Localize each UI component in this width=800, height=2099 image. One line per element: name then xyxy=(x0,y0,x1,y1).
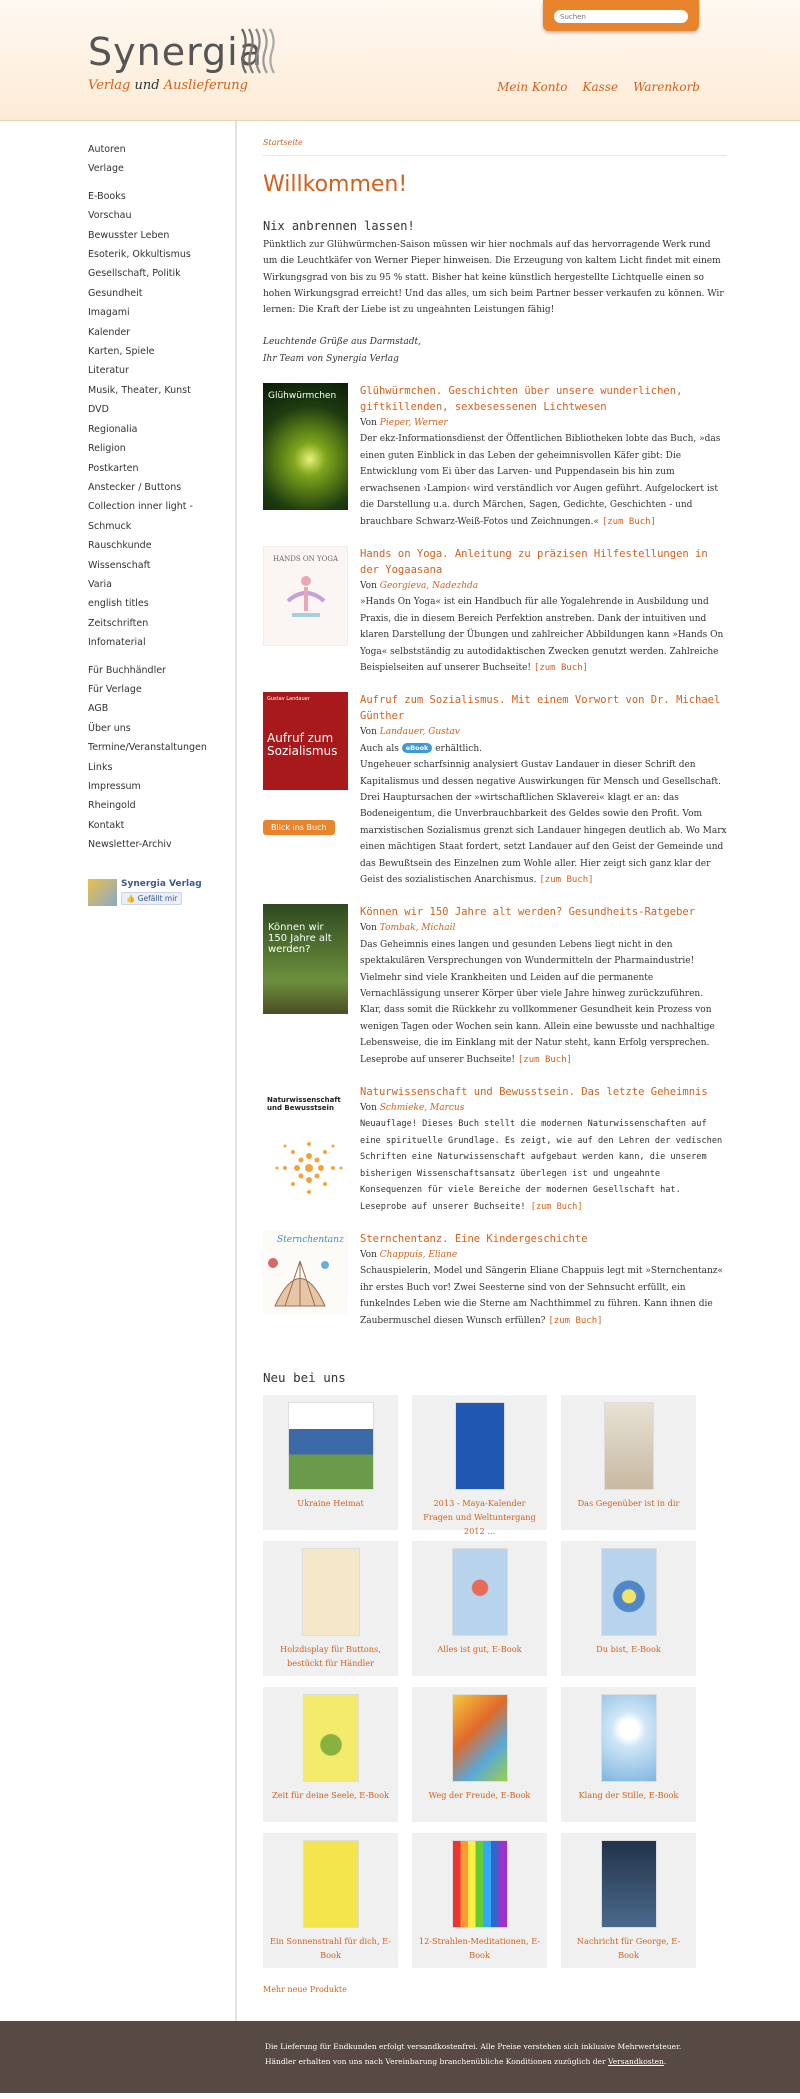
sidebar-item-zeitschriften[interactable]: Zeitschriften xyxy=(88,617,149,629)
sidebar-group-categories xyxy=(88,187,235,653)
facebook-avatar[interactable] xyxy=(88,879,117,906)
book-title[interactable]: Hands on Yoga. Anleitung zu präzisen Hilfestellungen in der Yogaasana xyxy=(360,547,708,576)
book-item xyxy=(263,383,727,530)
zum-buch-link[interactable]: [zum Buch] xyxy=(548,1315,603,1326)
sidebar-item-gesundheit[interactable]: Gesundheit xyxy=(88,287,143,299)
cover-title: Naturwissenschaft und Bewusstsein xyxy=(267,1096,341,1113)
cover-author: Gustav Landauer xyxy=(267,696,310,703)
sidebar-item-infomaterial[interactable]: Infomaterial xyxy=(88,637,146,649)
search-bar xyxy=(543,0,699,31)
product-thumbnail[interactable] xyxy=(455,1402,505,1490)
zum-buch-link[interactable]: [zum Buch] xyxy=(539,875,594,886)
sidebar-item-autoren[interactable]: Autoren xyxy=(88,144,126,155)
nav-kasse[interactable]: Kasse xyxy=(582,80,619,94)
product-card[interactable] xyxy=(412,1687,547,1822)
book-description: »Hands On Yoga« ist ein Handbuch für alle Yogalehrende in Ausbildung und Praxis, die in diesem Bereich Perfektion anstreben. Dank der intuitiven und klaren Darstellung der Übungen und zahlreicher Abbildungen kann »Hands On Yoga« selbstständig zu autodidaktischen Zwecken genutzt werden. Zahlreiche Beispielseiten auf unserer Buchseite! [zum Buch] xyxy=(360,597,724,673)
book-title[interactable]: Sternchentanz. Eine Kindergeschichte xyxy=(360,1232,588,1245)
site-footer xyxy=(0,2021,800,2093)
facebook-like-button[interactable]: 👍 Gefällt mir xyxy=(121,892,182,905)
product-title[interactable]: Ukraine Heimat xyxy=(297,1497,364,1508)
sidebar-item-links[interactable]: Links xyxy=(88,761,113,773)
book-cover[interactable] xyxy=(263,383,348,510)
sidebar-item-wissenschaft[interactable]: Wissenschaft xyxy=(88,559,151,571)
main-content xyxy=(263,121,727,2021)
sidebar-item-agb[interactable]: AGB xyxy=(88,703,109,715)
product-thumbnail[interactable] xyxy=(452,1694,508,1782)
sidebar-item-termine-veranstaltungen[interactable]: Termine/Veranstaltungen xyxy=(88,742,207,754)
product-card[interactable] xyxy=(561,1833,696,1968)
sidebar-item-musik-theater-kunst[interactable]: Musik, Theater, Kunst xyxy=(88,384,191,396)
author-link[interactable]: Tombak, Michail xyxy=(379,923,456,934)
product-card[interactable] xyxy=(412,1833,547,1968)
sidebar-item-postkarten[interactable]: Postkarten xyxy=(88,462,139,474)
product-thumbnail[interactable] xyxy=(452,1548,508,1636)
cover-title: Glühwürmchen xyxy=(268,391,337,402)
page-title: Willkommen! xyxy=(263,172,408,197)
yoga-figure-icon xyxy=(278,571,334,631)
book-title[interactable]: Aufruf zum Sozialismus. Mit einem Vorwort von Dr. Michael Günther xyxy=(360,694,721,723)
product-card[interactable] xyxy=(263,1687,398,1822)
sidebar-group-info xyxy=(88,661,235,855)
sidebar-item-literatur[interactable]: Literatur xyxy=(88,365,129,377)
product-card[interactable] xyxy=(412,1541,547,1676)
sidebar-item-rheingold[interactable]: Rheingold xyxy=(88,800,136,812)
intro-heading: Nix anbrennen lassen! xyxy=(263,219,415,233)
product-thumbnail[interactable] xyxy=(601,1840,657,1928)
book-cover[interactable] xyxy=(263,1231,348,1315)
book-author: Von Pieper, Werner xyxy=(360,418,448,429)
book-cover[interactable] xyxy=(263,546,348,646)
product-card[interactable] xyxy=(561,1541,696,1676)
sidebar-item-newsletter-archiv[interactable]: Newsletter-Archiv xyxy=(88,839,172,851)
sidebar-item-regionalia[interactable]: Regionalia xyxy=(88,423,138,435)
author-link[interactable]: Landauer, Gustav xyxy=(379,727,460,738)
product-thumbnail[interactable] xyxy=(302,1548,360,1636)
sidebar-item-gesellschaft-politik[interactable]: Gesellschaft, Politik xyxy=(88,268,181,280)
author-link[interactable]: Schmieke, Marcus xyxy=(379,1103,465,1114)
book-author: Von Georgieva, Nadezhda xyxy=(360,580,479,591)
product-thumbnail[interactable] xyxy=(288,1402,374,1490)
sidebar-item-varia[interactable]: Varia xyxy=(88,578,112,590)
product-title[interactable]: Nachricht für George, E-Book xyxy=(576,1935,681,1960)
facebook-page-name[interactable]: Synergia Verlag xyxy=(121,878,202,889)
blick-ins-buch-button[interactable]: Blick ins Buch xyxy=(263,820,335,835)
product-title[interactable]: Ein Sonnenstrahl für dich, E-Book xyxy=(269,1935,392,1960)
sidebar-item-rauschkunde[interactable]: Rauschkunde xyxy=(88,540,152,552)
nav-warenkorb[interactable]: Warenkorb xyxy=(633,80,700,94)
logo-text: Synergia xyxy=(88,30,263,74)
sidebar-item-esoterik-okkultismus[interactable]: Esoterik, Okkultismus xyxy=(88,249,191,261)
tagline: Verlag und Auslieferung xyxy=(88,78,248,93)
shell-illustration-icon xyxy=(265,1251,335,1311)
product-title[interactable]: Alles ist gut, E-Book xyxy=(437,1643,522,1654)
logo-swirl-icon xyxy=(238,27,278,75)
search-input[interactable] xyxy=(554,10,688,23)
book-description: Der ekz-Informationsdienst der Öffentlichen Bibliotheken lobte das Buch, »das einen guten Einblick in das Leben der geheimnisvollen Käfer gibt: Die Entwicklung vom Ei über das Larven- und Puppendasein bis hin zum erwachsenen ›Lampion‹ wird verständlich vor Augen geführt. Aufgelockert ist die Darstellung u.a. durch Märchen, Sagen, Gedichte, Geschichten - und brauchbare Schwarz-Weiß-Fotos und Zeichnungen.« [zum Buch] xyxy=(360,434,721,527)
product-title[interactable]: Du bist, E-Book xyxy=(596,1643,661,1654)
sidebar-item-imagami[interactable]: Imagami xyxy=(88,307,130,319)
product-title[interactable]: Weg der Freude, E-Book xyxy=(428,1789,531,1800)
book-cover[interactable] xyxy=(263,904,348,1032)
sidebar-item-vorschau[interactable]: Vorschau xyxy=(88,210,132,222)
product-card[interactable] xyxy=(263,1833,398,1968)
ebook-note: Auch als eBook erhältlich. xyxy=(360,743,482,754)
nav-mein-konto[interactable]: Mein Konto xyxy=(497,80,568,94)
sidebar-item-karten-spiele[interactable]: Karten, Spiele xyxy=(88,346,155,358)
breadcrumb[interactable]: Startseite xyxy=(263,138,727,156)
zum-buch-link[interactable]: [zum Buch] xyxy=(533,662,589,673)
site-header xyxy=(0,0,800,121)
zum-buch-link[interactable]: [zum Buch] xyxy=(601,516,657,527)
product-title[interactable]: 12-Strahlen-Meditationen, E-Book xyxy=(418,1935,541,1960)
book-title[interactable]: Können wir 150 Jahre alt werden? Gesundheits-Ratgeber xyxy=(360,906,696,919)
footer-dealer-text: Händler erhalten von uns nach Vereinbarung branchenübliche Konditionen zuzüglich der Versandkosten. xyxy=(265,2057,667,2066)
product-card[interactable] xyxy=(561,1687,696,1822)
product-card[interactable] xyxy=(263,1395,398,1530)
cover-title: Können wir 150 Jahre alt werden? xyxy=(268,922,332,956)
product-card[interactable] xyxy=(412,1395,547,1536)
product-thumbnail[interactable] xyxy=(601,1548,657,1636)
book-author: Von Chappuis, Eliane xyxy=(360,1249,458,1260)
book-author: Von Tombak, Michail xyxy=(360,923,456,934)
cover-title: Aufruf zum Sozialismus xyxy=(267,731,338,759)
book-description: Schauspielerin, Model und Sängerin Eliane Chappuis legt mit »Sternchentanz« ihr erstes Buch vor! Zwei Seesterne sind von der Sehnsucht erfüllt, ein funkelndes Leben wie die Sterne am Nachthimmel zu führen. Kann ihnen die Zaubermuschel diesen Wunsch erfüllen? [zum Buch] xyxy=(360,1266,724,1326)
sidebar-item-e-books[interactable]: E-Books xyxy=(88,190,126,202)
product-title[interactable]: 2013 - Maya-Kalender Fragen und Weltuntergang 2012 ... xyxy=(423,1497,536,1536)
sidebar-item-für-verlage[interactable]: Für Verlage xyxy=(88,683,142,695)
new-products-heading: Neu bei uns xyxy=(263,1369,346,1385)
author-link[interactable]: Chappuis, Eliane xyxy=(379,1249,458,1260)
author-link[interactable]: Georgieva, Nadezhda xyxy=(379,580,479,591)
sidebar-item-impressum[interactable]: Impressum xyxy=(88,781,141,792)
sidebar-item-collection-inner-light-schmuck[interactable]: Collection inner light - Schmuck xyxy=(88,501,193,532)
sidebar-item-english-titles[interactable]: english titles xyxy=(88,598,149,610)
book-author: Von Landauer, Gustav xyxy=(360,727,460,738)
cover-title: Sternchentanz xyxy=(277,1234,344,1245)
book-item xyxy=(263,1084,727,1215)
footer-shipping-text: Die Lieferung für Endkunden erfolgt versandkostenfrei. Alle Preise verstehen sich inklusive Mehrwertsteuer. xyxy=(265,2042,682,2051)
product-thumbnail[interactable] xyxy=(303,1840,359,1928)
product-title[interactable]: Das Gegenüber ist in dir xyxy=(577,1497,680,1508)
greeting: Leuchtende Grüße aus Darmstadt, Ihr Team von Synergia Verlag xyxy=(263,337,422,364)
book-cover[interactable] xyxy=(263,692,348,810)
book-description: Ungeheuer scharfsinnig analysiert Gustav Landauer in dieser Schrift den Kapitalismus und dessen negative Auswirkungen für Mensch und Gesellschaft. Drei Hauptursachen der »wirtschaftlichen Sklaverei« klagt er an: das Bodeneigentum, die Unverbrauchbarkeit des Geldes sowie den Profit. Vom marxistischen Sozialismus grenzt sich Landauer hingegen deutlich ab. Wo Marx einen mächtigen Staat fordert, setzt Landauer auf den Geist der Gemeinde und das Bewußtsein des Einzelnen zum Wohle aller. Hier zeigt sich ganz klar der Geist des sozialistischen Anarchismus. [zum Buch] xyxy=(360,760,727,886)
cover-title: HANDS ON YOGA xyxy=(272,554,338,563)
book-title[interactable]: Glühwürmchen. Geschichten über unsere wunderlichen, giftkillenden, sexbesessenen Lichtwesen xyxy=(360,385,683,414)
product-title[interactable]: Zeit für deine Seele, E-Book xyxy=(272,1789,389,1800)
product-thumbnail[interactable] xyxy=(452,1840,508,1928)
zum-buch-link[interactable]: [zum Buch] xyxy=(517,1054,573,1065)
book-cover[interactable] xyxy=(263,1084,348,1204)
sidebar-item-anstecker-buttons[interactable]: Anstecker / Buttons xyxy=(88,481,182,493)
book-description: Das Geheimnis eines langen und gesunden Lebens liegt nicht in den spektakulären Versprechungen von Wundermitteln der Pharmaindustrie! Vielmehr sind viele Krankheiten und Leiden auf die permanente Vernachlässigung unserer Körper über viele Jahre hinweg zurückzuführen. Klar, dass somit die Rückkehr zu vollkommener Gesundheit kein Prozess von wenigen Tagen oder Wochen sein kann. Allein eine bewusste und nachhaltige Lebensweise, die im Einklang mit der Natur steht, kann Erfolg versprechen. Leseprobe auf unserer Buchseite! [zum Buch] xyxy=(360,939,715,1065)
versandkosten-link[interactable]: Versandkosten xyxy=(607,2057,664,2066)
sidebar-item-über-uns[interactable]: Über uns xyxy=(88,722,131,734)
sidebar-item-kontakt[interactable]: Kontakt xyxy=(88,819,125,831)
sidebar-item-kalender[interactable]: Kalender xyxy=(88,326,131,338)
zum-buch-link[interactable]: [zum Buch] xyxy=(530,1201,583,1212)
book-item xyxy=(263,546,727,676)
new-products-grid xyxy=(263,1395,727,1968)
book-item xyxy=(263,1231,727,1329)
product-title[interactable]: Holzdisplay für Buttons, bestückt für Händler xyxy=(280,1643,381,1668)
book-title[interactable]: Naturwissenschaft und Bewusstsein. Das letzte Geheimnis xyxy=(360,1086,708,1099)
more-products-link[interactable]: Mehr neue Produkte xyxy=(263,1984,347,1994)
product-thumbnail[interactable] xyxy=(601,1694,657,1782)
sidebar-item-dvd[interactable]: DVD xyxy=(88,404,109,416)
sidebar-item-bewusster-leben[interactable]: Bewusster Leben xyxy=(88,229,170,241)
book-item xyxy=(263,904,727,1068)
sidebar xyxy=(0,121,237,2021)
sidebar-item-verlage[interactable]: Verlage xyxy=(88,163,124,175)
logo[interactable] xyxy=(88,30,263,93)
book-author: Von Schmieke, Marcus xyxy=(360,1103,465,1114)
ebook-badge[interactable]: eBook xyxy=(402,743,433,753)
sidebar-item-religion[interactable]: Religion xyxy=(88,443,126,455)
sidebar-group-authors xyxy=(88,140,235,179)
book-item xyxy=(263,692,727,888)
author-link[interactable]: Pieper, Werner xyxy=(379,418,448,429)
product-title[interactable]: Klang der Stille, E-Book xyxy=(578,1789,679,1800)
sidebar-item-für-buchhändler[interactable]: Für Buchhändler xyxy=(88,664,166,676)
product-card[interactable] xyxy=(561,1395,696,1530)
intro-text: Pünktlich zur Glühwürmchen-Saison müssen wir hier nochmals auf das hervorragende Werk rund um die Leuchtkäfer von Werner Pieper hinweisen. Die Erzeugung von kaltem Licht findet mit einem Wirkungsgrad von bis zu 95 % statt. Bisher hat keine künstlich hergestellte Lichtquelle einen so hohen Wirkungsgrad erreicht! Und das alles, um sich beim Partner besser verkaufen zu können. Wir lernen: Die Kraft der Liebe ist zu ungeahnten Leistungen fähig! xyxy=(263,240,724,316)
product-thumbnail[interactable] xyxy=(303,1694,359,1782)
book-description: Neuauflage! Dieses Buch stellt die modernen Naturwissenschaften auf eine spirituelle Grundlage. Es zeigt, wie auf den Lehren der vedischen Schriften eine Naturwissenschaft aufgebaut werden kann, die unserem bisherigen Wissenschaftsansatz überlegen ist und ungeahnte Konsequenzen für viele Bereiche der modernen Gesellschaft hat. Leseprobe auf unserer Buchseite! [zum Buch] xyxy=(360,1119,723,1212)
product-card[interactable] xyxy=(263,1541,398,1676)
product-thumbnail[interactable] xyxy=(604,1402,654,1490)
sunburst-icon xyxy=(271,1128,347,1198)
facebook-box xyxy=(88,879,235,906)
top-nav xyxy=(497,80,700,94)
